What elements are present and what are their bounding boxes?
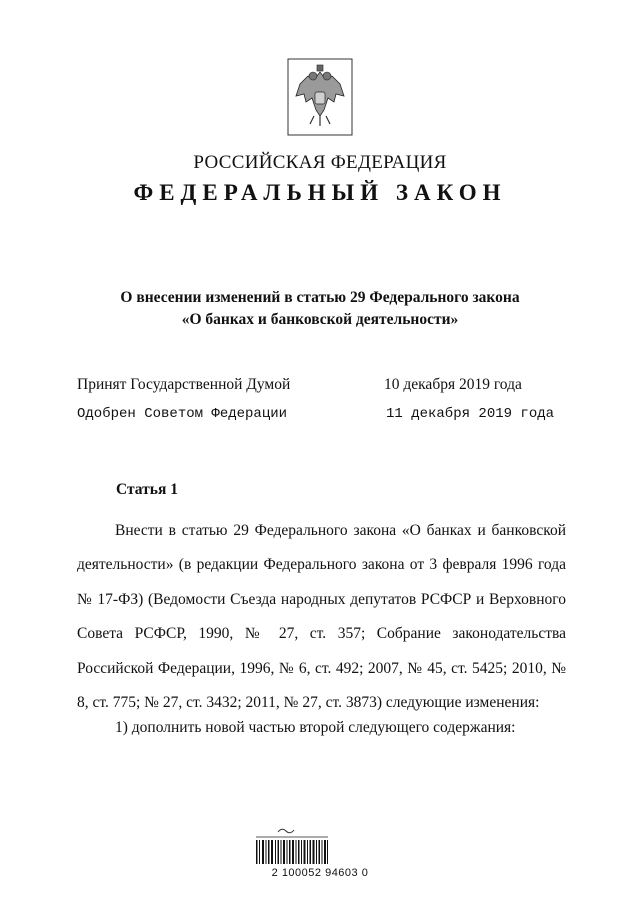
adopted-by-duma-label: Принят Государственной Думой [77, 376, 291, 393]
coat-of-arms-icon [286, 58, 354, 136]
approved-by-council-label: Одобрен Советом Федерации [77, 406, 288, 422]
document-type: ФЕДЕРАЛЬНЫЙ ЗАКОН [133, 180, 507, 205]
law-title-line2: «О банках и банковской деятельности» [181, 311, 459, 328]
article-item-1: 1) дополнить новой частью второй следующего содержания: [115, 719, 516, 736]
barcode-number: 2 100052 94603 0 [271, 867, 369, 879]
approved-date: 11 декабря 2019 года [386, 406, 555, 422]
law-title [60, 287, 580, 331]
country-name: РОССИЙСКАЯ ФЕДЕРАЦИЯ [193, 152, 447, 173]
law-title-line1: О внесении изменений в статью 29 Федерального закона [120, 289, 520, 306]
article-heading: Статья 1 [116, 481, 178, 498]
adopted-date: 10 декабря 2019 года [384, 376, 522, 393]
article-paragraph: Внести в статью 29 Федерального закона «О банках и банковской деятельности» (в редакции Федерального закона от 3 февраля 1996 года № 17-ФЗ) (Ведомости Съезда народных депутатов РСФСР и Верховного Совета РСФСР, 1990, № 27, ст. 357; Собрание законодательства Российской Федерации, 1996, № 6, ст. 492; 2007, № 45, ст. 5425; 2010, № 8, ст. 775; № 27, ст. 3432; 2011, № 27, ст. 3873) следующие изменения: [77, 522, 566, 712]
